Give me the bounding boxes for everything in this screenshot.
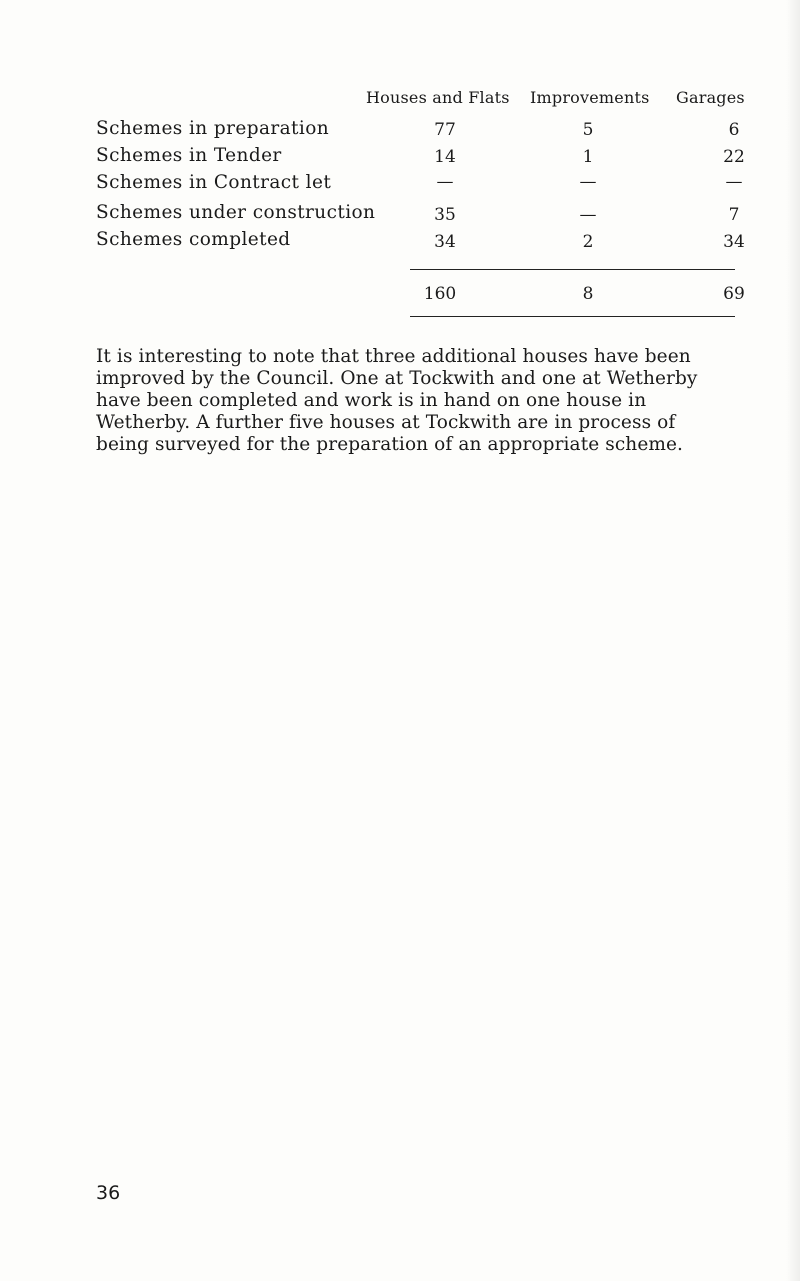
column-header-garages: Garages bbox=[676, 88, 745, 107]
table-cell: — bbox=[436, 172, 454, 192]
total-cell: 8 bbox=[582, 284, 594, 304]
paragraph-line: improved by the Council. One at Tockwith and one at Wetherby bbox=[96, 368, 698, 389]
row-label: Schemes under construction bbox=[96, 202, 376, 223]
paragraph-line: Wetherby. A further five houses at Tockwith are in process of bbox=[96, 412, 676, 433]
row-label: Schemes in preparation bbox=[96, 118, 330, 139]
table-cell: 6 bbox=[728, 120, 740, 140]
table-cell: 22 bbox=[723, 147, 745, 167]
table-cell: — bbox=[725, 172, 743, 192]
page-number: 36 bbox=[96, 1182, 121, 1204]
totals-top-rule bbox=[410, 269, 735, 270]
row-label: Schemes in Tender bbox=[96, 145, 282, 166]
table-cell: 35 bbox=[434, 205, 456, 225]
column-header-improvements: Improvements bbox=[530, 88, 650, 107]
table-cell: 2 bbox=[582, 232, 594, 252]
body-paragraph bbox=[96, 346, 766, 456]
table-cell: 77 bbox=[434, 120, 456, 140]
table-cell: — bbox=[579, 172, 597, 192]
table-cell: 34 bbox=[434, 232, 456, 252]
column-header-houses-and-flats: Houses and Flats bbox=[366, 88, 510, 107]
total-cell: 69 bbox=[723, 284, 745, 304]
paragraph-line: being surveyed for the preparation of an appropriate scheme. bbox=[96, 434, 684, 455]
table-cell: 14 bbox=[434, 147, 456, 167]
paragraph-line: It is interesting to note that three additional houses have been bbox=[96, 346, 691, 367]
page-edge-shadow bbox=[786, 0, 800, 1281]
row-label: Schemes in Contract let bbox=[96, 172, 332, 193]
table-cell: 34 bbox=[723, 232, 745, 252]
table-cell: 5 bbox=[582, 120, 594, 140]
table-cell: 1 bbox=[582, 147, 594, 167]
table-cell: — bbox=[579, 205, 597, 225]
totals-bottom-rule bbox=[410, 316, 735, 317]
row-label: Schemes completed bbox=[96, 229, 291, 250]
total-cell: 160 bbox=[423, 284, 457, 304]
table-cell: 7 bbox=[728, 205, 740, 225]
paragraph-line: have been completed and work is in hand on one house in bbox=[96, 390, 647, 411]
